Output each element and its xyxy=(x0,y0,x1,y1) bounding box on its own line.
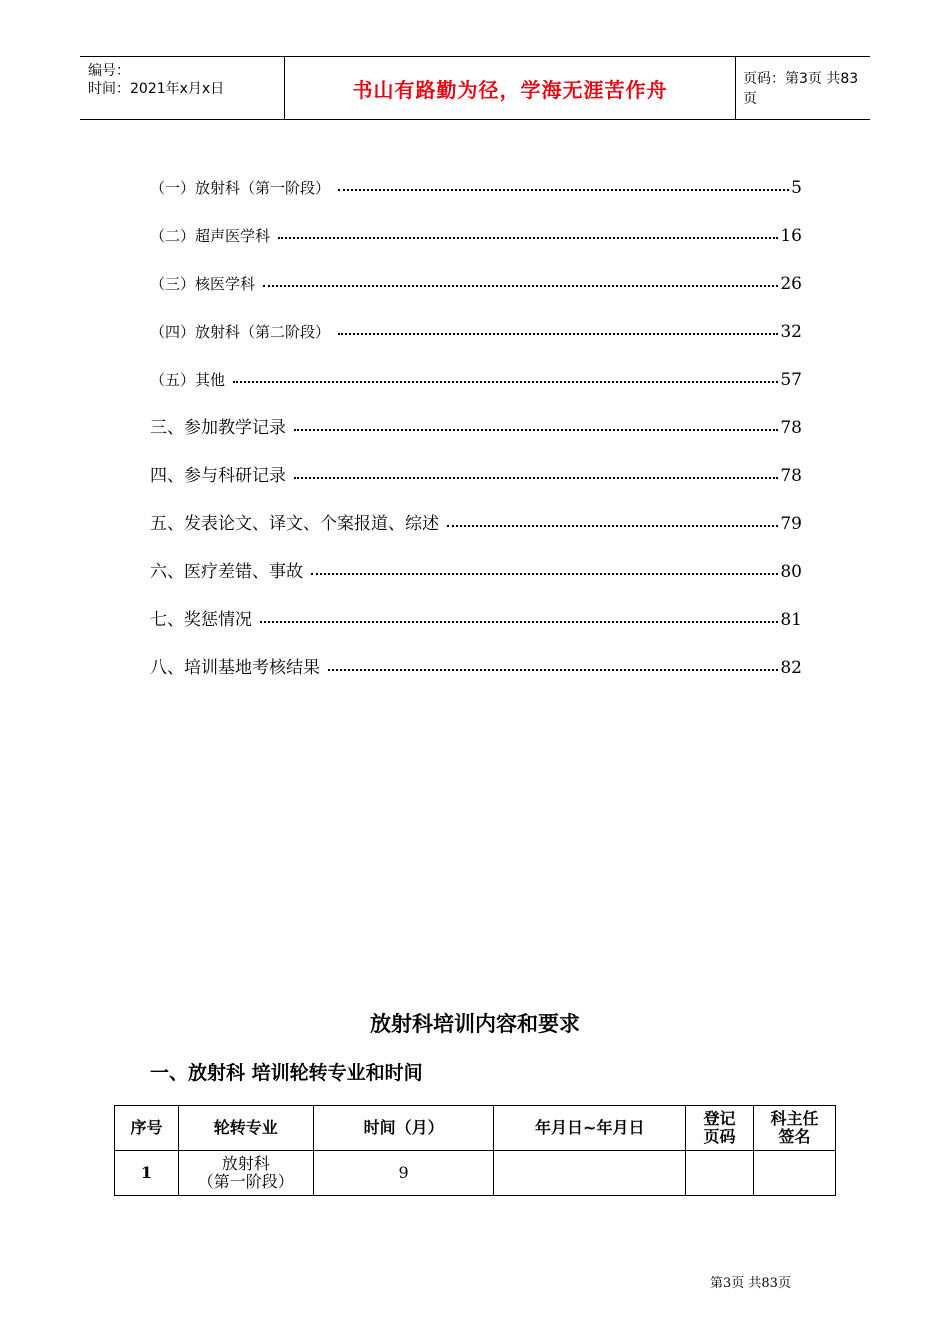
toc-entry-page: 16 xyxy=(780,226,802,246)
header-cell-dates: 年月日~年月日 xyxy=(494,1106,686,1151)
toc-leader-dots xyxy=(260,621,778,623)
toc-entry[interactable] xyxy=(150,582,802,630)
header-meta xyxy=(80,57,284,119)
toc-leader-dots xyxy=(294,429,778,431)
toc-entry-page: 5 xyxy=(791,178,802,198)
header-cell-signature: 科主任签名 xyxy=(754,1106,836,1151)
cell-register-page[interactable] xyxy=(686,1151,754,1196)
toc-leader-dots xyxy=(338,333,778,335)
cell-dates[interactable] xyxy=(494,1151,686,1196)
section-subtitle: 一、放射科 培训轮转专业和时间 xyxy=(150,1062,423,1084)
toc-entry[interactable] xyxy=(150,486,802,534)
document-number-label: 编号： xyxy=(88,63,130,79)
header-cell-months: 时间（月） xyxy=(313,1106,494,1151)
table-header-row xyxy=(115,1106,836,1151)
toc-entry-page: 57 xyxy=(780,370,802,390)
toc-entry-label: （五）其他 xyxy=(150,371,226,389)
toc-entry-label: 四、参与科研记录 xyxy=(150,466,286,486)
toc-entry-page: 82 xyxy=(780,658,802,678)
toc-entry[interactable] xyxy=(150,630,802,678)
rotation-table xyxy=(114,1105,836,1196)
header-cell-no: 序号 xyxy=(115,1106,179,1151)
header-page-info: 页码：第3页 共83页 xyxy=(743,71,859,107)
toc-entry[interactable] xyxy=(150,246,802,294)
header-cell-register-page: 登记页码 xyxy=(686,1106,754,1151)
toc-entry[interactable] xyxy=(150,390,802,438)
toc-leader-dots xyxy=(447,525,778,527)
document-time-label: 时间：2021年x月x日 xyxy=(88,81,225,97)
toc-leader-dots xyxy=(328,669,778,671)
header-motto-cell xyxy=(284,57,736,119)
header-motto: 书山有路勤为径，学海无涯苦作舟 xyxy=(352,77,668,102)
toc-entry[interactable] xyxy=(150,150,802,198)
table-of-contents xyxy=(150,150,802,678)
toc-entry-page: 81 xyxy=(780,610,802,630)
toc-leader-dots xyxy=(338,189,789,191)
toc-entry-page: 32 xyxy=(780,322,802,342)
cell-signature[interactable] xyxy=(754,1151,836,1196)
toc-entry-label: 七、奖惩情况 xyxy=(150,610,252,630)
toc-leader-dots xyxy=(263,285,778,287)
cell-specialty xyxy=(178,1151,313,1196)
header-cell-specialty: 轮转专业 xyxy=(178,1106,313,1151)
toc-leader-dots xyxy=(278,237,778,239)
toc-entry-label: （四）放射科（第二阶段） xyxy=(150,323,331,341)
header-page-cell xyxy=(735,57,870,119)
cell-specialty-line2: （第一阶段） xyxy=(197,1172,294,1191)
toc-entry[interactable] xyxy=(150,342,802,390)
toc-entry-label: （二）超声医学科 xyxy=(150,227,271,245)
toc-entry[interactable] xyxy=(150,198,802,246)
toc-entry-page: 78 xyxy=(780,418,802,438)
toc-entry-label: 六、医疗差错、事故 xyxy=(150,562,303,582)
section-title: 放射科培训内容和要求 xyxy=(370,1012,580,1036)
toc-leader-dots xyxy=(311,573,778,575)
toc-entry-page: 79 xyxy=(780,514,802,534)
toc-entry-label: 三、参加教学记录 xyxy=(150,418,286,438)
footer-page-info: 第3页 共83页 xyxy=(710,1276,791,1291)
toc-entry-label: 五、发表论文、译文、个案报道、综述 xyxy=(150,514,439,534)
toc-entry[interactable] xyxy=(150,534,802,582)
toc-leader-dots xyxy=(233,381,778,383)
page-header xyxy=(80,56,870,120)
cell-specialty-line1: 放射科 xyxy=(221,1154,270,1173)
cell-months: 9 xyxy=(313,1151,494,1196)
cell-no: 1 xyxy=(115,1151,179,1196)
table-row xyxy=(115,1151,836,1196)
toc-entry-label: （一）放射科（第一阶段） xyxy=(150,179,331,197)
toc-entry-page: 78 xyxy=(780,466,802,486)
toc-entry-page: 80 xyxy=(780,562,802,582)
toc-entry-label: （三）核医学科 xyxy=(150,275,256,293)
toc-entry-page: 26 xyxy=(780,274,802,294)
toc-entry[interactable] xyxy=(150,438,802,486)
toc-entry-label: 八、培训基地考核结果 xyxy=(150,658,320,678)
toc-leader-dots xyxy=(294,477,778,479)
toc-entry[interactable] xyxy=(150,294,802,342)
